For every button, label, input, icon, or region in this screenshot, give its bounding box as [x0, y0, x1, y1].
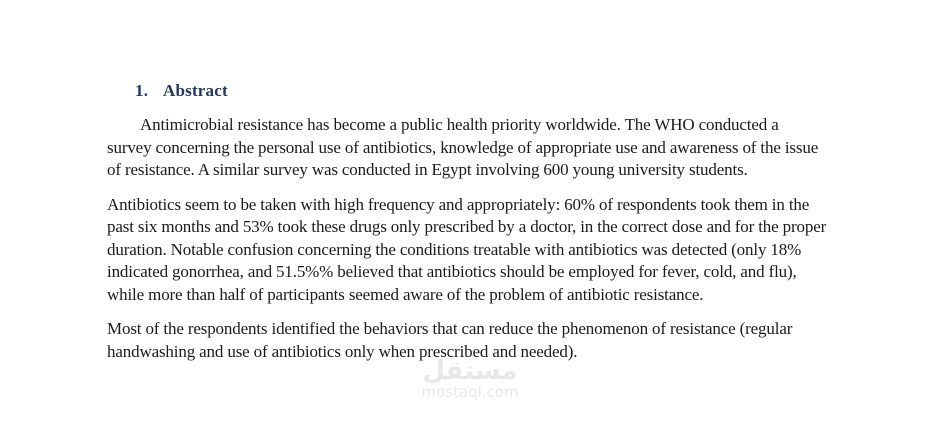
abstract-paragraph-2: Antibiotics seem to be taken with high frequency and appropriately: 60% of respondents took them in the past six months and 53% took these drugs only prescribed by a doctor, in the correct dose and for the proper duration. Notable confusion concerning the conditions treatable with antibiotics was detected (only 18% indicated gonorrhea, and 51.5%% believed that antibiotics should be employed for fever, cold, and flu), while more than half of participants seemed aware of the problem of antibiotic resistance. — [107, 194, 827, 304]
watermark-arabic-text: مستقل — [422, 356, 518, 386]
watermark-latin-text: mostaql.com — [421, 383, 519, 401]
document-page — [107, 80, 827, 375]
abstract-paragraph-1: Antimicrobial resistance has become a public health priority worldwide. The WHO conducted a survey concerning the personal use of antibiotics, knowledge of appropriate use and awareness of the issue of resistance. A similar survey was conducted in Egypt involving 600 young university students. — [107, 115, 819, 179]
section-heading — [135, 80, 827, 102]
section-number: 1. — [135, 81, 149, 100]
section-title: Abstract — [163, 81, 228, 100]
abstract-paragraph-3: Most of the respondents identified the behaviors that can reduce the phenomenon of resistance (regular handwashing and use of antibiotics only when prescribed and needed). — [107, 319, 793, 361]
